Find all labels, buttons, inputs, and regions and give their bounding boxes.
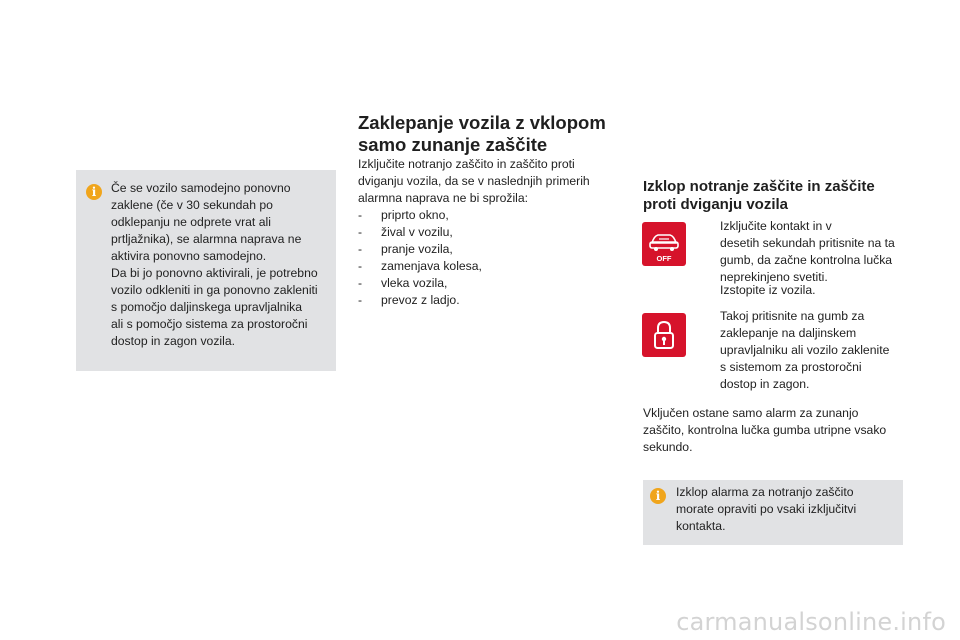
info-line: vozilo odkleniti in ga ponovno zakleniti [111,283,318,297]
info-line: morate opraviti po vsaki izključitvi [676,502,857,516]
bullet-dash: - [358,276,363,290]
list-item [358,292,482,309]
step-line: zaklepanje na daljinskem [720,326,857,340]
watermark: carmanualsonline.info [676,608,946,636]
step-exit-vehicle [700,282,905,299]
step-switch-off-ignition [700,218,905,286]
bullet-dash: - [358,259,363,273]
list-item-text: prevoz z ladjo. [381,293,460,307]
summary-line: zaščito, kontrolna lučka gumba utripne vsako [643,423,887,437]
list-item-text: pranje vozila, [381,242,453,256]
alarm-off-button [642,222,686,266]
info-line: kontakta. [676,519,726,533]
info-note-ignition [643,480,903,545]
info-line: zaklene (če v 30 sekundah po [111,198,273,212]
list-item [358,224,482,241]
intro-paragraph [358,156,608,207]
list-item [358,241,482,258]
list-item-text: zamenjava kolesa, [381,259,482,273]
list-item-text: priprto okno, [381,208,449,222]
list-item-text: vleka vozila, [381,276,448,290]
bullet-dash: - [358,225,363,239]
info-note-text [676,484,896,535]
step-line: gumb, da začne kontrolna lučka [720,253,893,267]
list-item [358,207,482,224]
info-icon: i [86,184,102,200]
step-lock-vehicle [700,308,905,393]
bullet-dash: - [358,242,363,256]
info-icon: i [650,488,666,504]
info-note-text [111,180,331,350]
summary-paragraph [643,405,903,456]
step-line: neprekinjeno svetiti. [720,270,828,284]
step-line: s sistemom za prostoročni [720,360,862,374]
summary-line: sekundo. [643,440,693,454]
list-item-text: žival v vozilu, [381,225,453,239]
intro-line: Izključite notranjo zaščito in zaščito proti [358,157,575,171]
alarm-off-label: OFF [656,254,672,263]
step-line: Takoj pritisnite na gumb za [720,309,865,323]
title-line: Izklop notranje zaščite in zaščite [643,178,875,195]
list-item [358,275,482,292]
info-line: odklepanju ne odprete vrat ali [111,215,271,229]
case-list [358,207,482,309]
title-line: Zaklepanje vozila z vklopom [358,112,606,133]
info-line: Da bi jo ponovno aktivirali, je potrebno [111,266,318,280]
section-title-exterior-protection [358,112,633,156]
title-line: samo zunanje zaščite [358,134,548,155]
step-line: Izstopite iz vozila. [720,283,816,297]
padlock-icon [642,313,686,357]
step-line: dostop in zagon. [720,377,810,391]
bullet-dash: - [358,208,363,222]
section-title-interior-protection-off [643,178,918,214]
info-line: prtljažnika), se alarmna naprava ne [111,232,302,246]
step-line: desetih sekundah pritisnite na ta [720,236,895,250]
info-line: s pomočjo daljinskega upravljalnika [111,300,303,314]
info-line: dostop in zagon vozila. [111,334,235,348]
intro-line: alarmna naprava ne bi sprožila: [358,191,529,205]
lock-button [642,313,686,357]
summary-line: Vključen ostane samo alarm za zunanjo [643,406,859,420]
info-line: aktivira ponovno samodejno. [111,249,267,263]
info-line: Če se vozilo samodejno ponovno [111,181,291,195]
alarm-off-icon [642,222,686,266]
info-line: Izklop alarma za notranjo zaščito [676,485,854,499]
step-line: Izključite kontakt in v [720,219,832,233]
title-line: proti dviganju vozila [643,196,789,213]
intro-line: dviganju vozila, da se v naslednjih primerih [358,174,590,188]
step-line: upravljalniku ali vozilo zaklenite [720,343,890,357]
list-item [358,258,482,275]
info-note-auto-relock [76,170,336,371]
bullet-dash: - [358,293,363,307]
info-line: ali s pomočjo sistema za prostoročni [111,317,308,331]
